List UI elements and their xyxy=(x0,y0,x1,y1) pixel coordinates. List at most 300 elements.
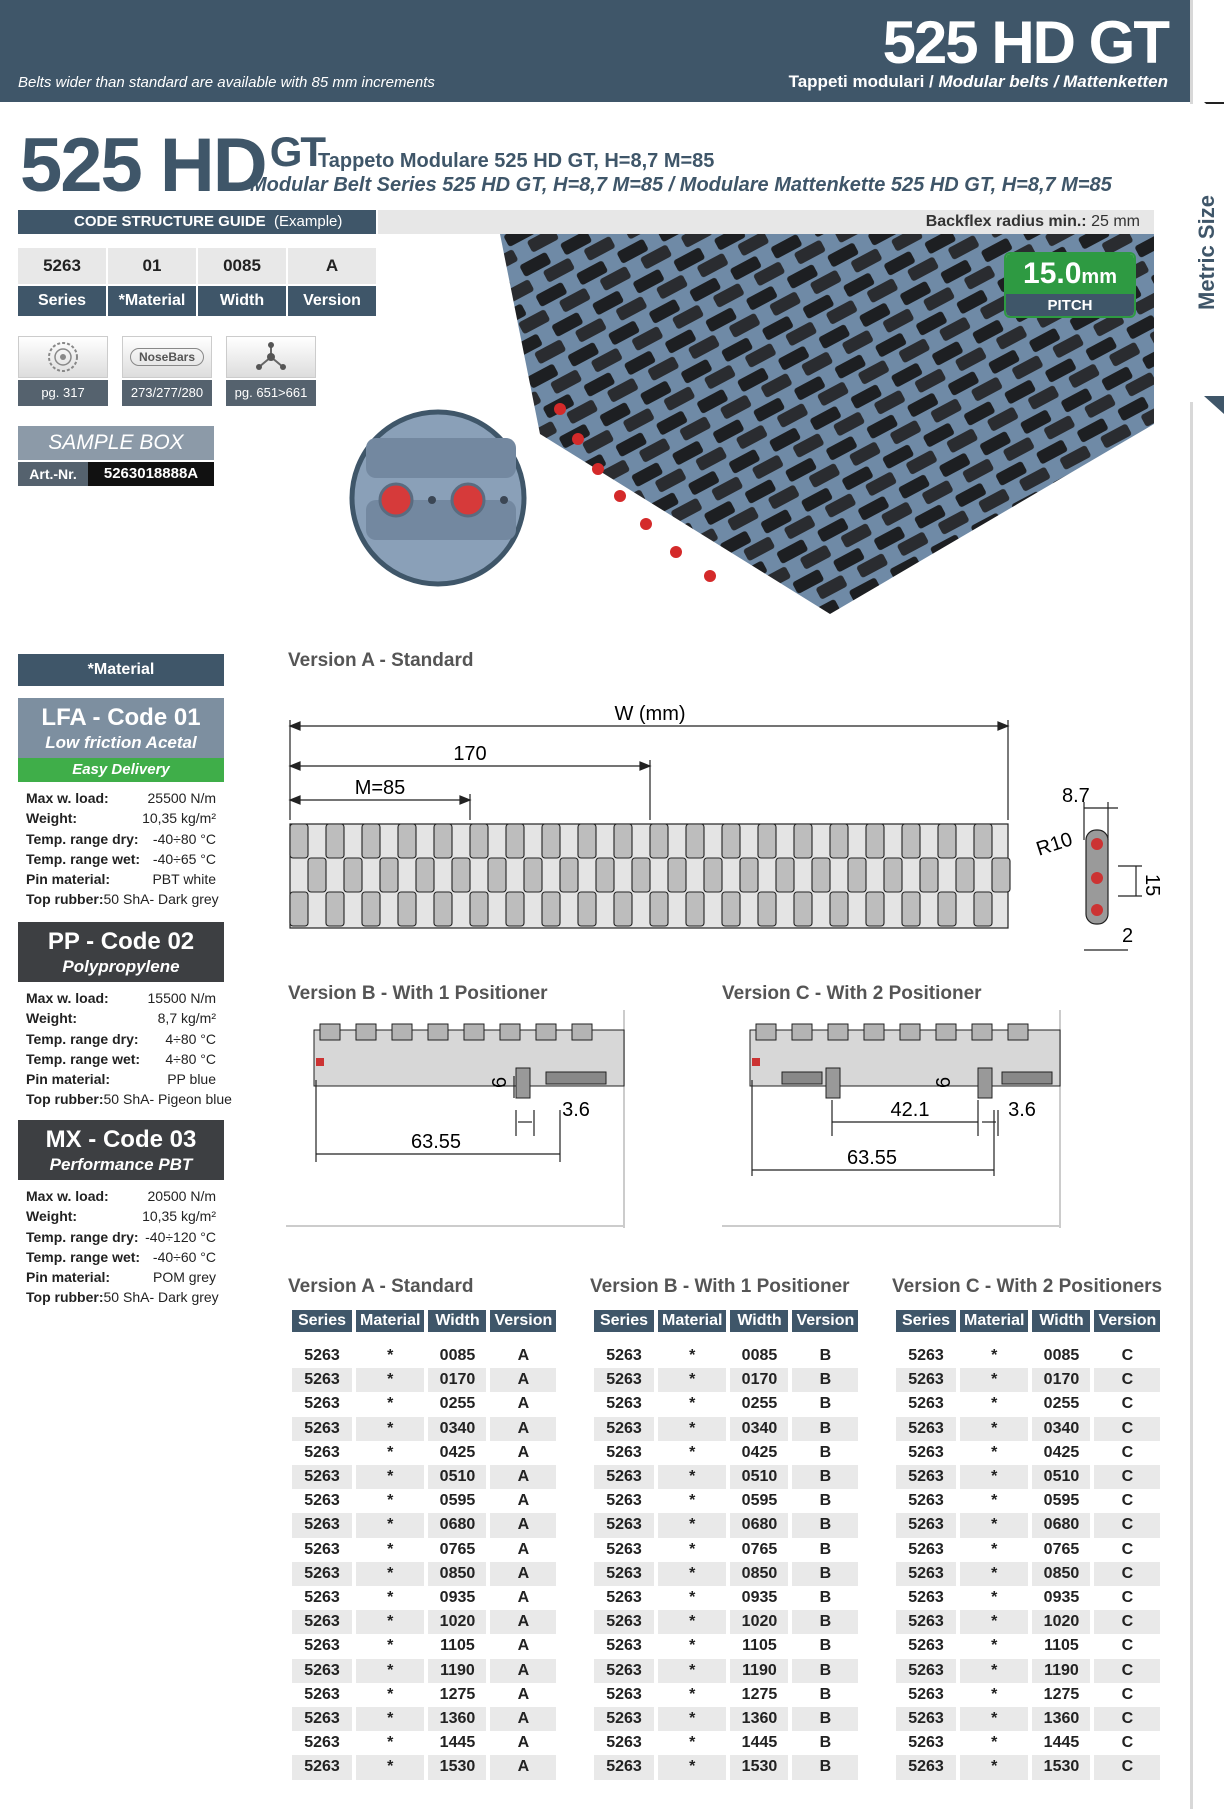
table-cell: * xyxy=(658,1634,726,1658)
version-c-drawing xyxy=(722,1010,1064,1228)
belt-link xyxy=(434,824,452,858)
belt-link xyxy=(938,892,956,926)
dim-8-7: 8.7 xyxy=(1062,785,1090,807)
table-row xyxy=(292,1392,556,1416)
dim-63-55: 63.55 xyxy=(846,1147,898,1169)
table-cell: 5263 xyxy=(292,1755,352,1779)
belt-link xyxy=(740,858,758,892)
table-row xyxy=(292,1489,556,1513)
table-cell: 5263 xyxy=(594,1586,654,1610)
table-row xyxy=(896,1755,1160,1779)
code-series-label: Series xyxy=(18,286,106,316)
table-cell: * xyxy=(658,1707,726,1731)
table-cell: * xyxy=(356,1417,424,1441)
table-cell: C xyxy=(1094,1368,1160,1392)
table-cell: 0850 xyxy=(730,1562,788,1586)
table-cell: 0425 xyxy=(428,1441,486,1465)
table-cell: * xyxy=(960,1634,1028,1658)
version-a-drawing-title: Version A - Standard xyxy=(288,650,474,671)
table-header: Material xyxy=(356,1310,424,1344)
table-cell: B xyxy=(792,1731,858,1755)
belt-link xyxy=(326,824,344,858)
table-cell: 5263 xyxy=(896,1731,956,1755)
belt-link xyxy=(290,892,308,926)
table-cell: C xyxy=(1094,1731,1160,1755)
table-row xyxy=(292,1755,556,1779)
code-material-label: *Material xyxy=(108,286,196,316)
table-cell: C xyxy=(1094,1392,1160,1416)
table-cell: 5263 xyxy=(594,1659,654,1683)
table-row xyxy=(292,1707,556,1731)
table-row xyxy=(292,1441,556,1465)
table-version-b xyxy=(590,1310,862,1780)
table-cell: 5263 xyxy=(292,1659,352,1683)
table-cell: 0765 xyxy=(428,1538,486,1562)
accessories-icon[interactable] xyxy=(226,336,316,378)
table-cell: * xyxy=(356,1707,424,1731)
table-cell: * xyxy=(960,1417,1028,1441)
table-cell: B xyxy=(792,1586,858,1610)
belt-link xyxy=(902,824,920,858)
table-cell: 5263 xyxy=(292,1489,352,1513)
table-cell: 5263 xyxy=(292,1392,352,1416)
table-cell: * xyxy=(960,1610,1028,1634)
belt-link xyxy=(290,824,308,858)
table-cell: * xyxy=(960,1392,1028,1416)
accessories-page-ref[interactable]: pg. 651>661 xyxy=(226,380,316,406)
table-cell: 1190 xyxy=(428,1659,486,1683)
belt-link xyxy=(650,892,668,926)
tab-marker xyxy=(1204,396,1224,414)
table-cell: 0595 xyxy=(1032,1489,1090,1513)
belt-link xyxy=(812,858,830,892)
table-cell: * xyxy=(356,1562,424,1586)
table-cell: 5263 xyxy=(896,1465,956,1489)
table-cell: * xyxy=(960,1586,1028,1610)
table-row xyxy=(292,1634,556,1658)
table-row xyxy=(896,1344,1160,1368)
table-cell: * xyxy=(658,1562,726,1586)
table-cell: 0255 xyxy=(1032,1392,1090,1416)
product-title: 525 HD GT xyxy=(882,9,1168,76)
table-cell: * xyxy=(356,1368,424,1392)
table-row xyxy=(594,1368,858,1392)
code-version-label: Version xyxy=(288,286,376,316)
table-cell: * xyxy=(356,1441,424,1465)
table-cell: 5263 xyxy=(896,1610,956,1634)
table-cell: 5263 xyxy=(292,1417,352,1441)
table-cell: 5263 xyxy=(594,1417,654,1441)
table-cell: A xyxy=(490,1586,556,1610)
table-cell: 5263 xyxy=(594,1344,654,1368)
belt-link xyxy=(398,824,416,858)
table-cell: * xyxy=(658,1417,726,1441)
pitch-badge: 15.0mm PITCH xyxy=(1004,252,1136,318)
table-row xyxy=(896,1634,1160,1658)
table-cell: * xyxy=(356,1465,424,1489)
table-cell: 5263 xyxy=(896,1755,956,1779)
table-header: Width xyxy=(1032,1310,1090,1344)
sprocket-page-ref[interactable]: pg. 317 xyxy=(18,380,108,406)
table-cell: 5263 xyxy=(896,1513,956,1537)
table-row xyxy=(896,1610,1160,1634)
dim-170: 170 xyxy=(453,743,487,765)
table-cell: 5263 xyxy=(594,1610,654,1634)
dim-w: W (mm) xyxy=(614,703,686,725)
table-cell: B xyxy=(792,1659,858,1683)
belt-link xyxy=(344,858,362,892)
dim-3-6: 3.6 xyxy=(1008,1099,1036,1121)
table-cell: 5263 xyxy=(594,1683,654,1707)
material-card-pp: PP - Code 02 Polypropylene Max w. load: 15500 N/m Weight: 8,7 kg/m² Temp. range dry: 4÷80 °C Temp. range wet: 4÷80 °C Pin material: PP blue Top rubber: 50 ShA- Pigeon blue xyxy=(18,922,224,1110)
table-row xyxy=(594,1683,858,1707)
table-cell: * xyxy=(356,1634,424,1658)
table-header: Series xyxy=(594,1310,654,1344)
table-b-title: Version B - With 1 Positioner xyxy=(590,1276,850,1297)
table-row xyxy=(292,1659,556,1683)
table-cell: 5263 xyxy=(292,1586,352,1610)
table-cell: 0170 xyxy=(428,1368,486,1392)
table-row xyxy=(292,1538,556,1562)
table-cell: 1530 xyxy=(428,1755,486,1779)
table-cell: * xyxy=(356,1538,424,1562)
belt-link xyxy=(596,858,614,892)
nosebars-icon[interactable]: NoseBars xyxy=(122,336,212,378)
table-row xyxy=(896,1392,1160,1416)
title-english-german: Modular Belt Series 525 HD GT, H=8,7 M=85 / Modulare Mattenkette 525 HD GT, H=8,7 M=85 xyxy=(250,174,1112,196)
material-card-mx: MX - Code 03 Performance PBT Max w. load: 20500 N/m Weight: 10,35 kg/m² Temp. range dry: -40÷120 °C Temp. range wet: -40÷60 °C Pin material: POM grey Top rubber: 50 ShA- Dark grey xyxy=(18,1120,224,1308)
table-cell: 0255 xyxy=(730,1392,788,1416)
table-cell: 5263 xyxy=(594,1707,654,1731)
table-cell: 1530 xyxy=(730,1755,788,1779)
version-b-drawing xyxy=(286,1010,628,1228)
belt-link xyxy=(866,892,884,926)
table-cell: * xyxy=(658,1441,726,1465)
table-cell: 0510 xyxy=(730,1465,788,1489)
table-cell: * xyxy=(658,1489,726,1513)
table-cell: 1190 xyxy=(730,1659,788,1683)
code-series-value: 5263 xyxy=(18,248,106,284)
table-cell: 5263 xyxy=(594,1441,654,1465)
belt-link xyxy=(506,892,524,926)
table-cell: * xyxy=(658,1344,726,1368)
table-cell: C xyxy=(1094,1659,1160,1683)
table-cell: 1020 xyxy=(428,1610,486,1634)
table-cell: 0425 xyxy=(1032,1441,1090,1465)
table-cell: 5263 xyxy=(594,1368,654,1392)
table-version-a xyxy=(288,1310,560,1780)
table-cell: * xyxy=(960,1465,1028,1489)
dim-42-1: 42.1 xyxy=(890,1099,930,1121)
belt-link xyxy=(686,824,704,858)
table-cell: B xyxy=(792,1634,858,1658)
belt-link xyxy=(578,824,596,858)
table-row xyxy=(896,1538,1160,1562)
sprocket-icon[interactable] xyxy=(18,336,108,378)
table-cell: * xyxy=(356,1392,424,1416)
table-cell: 0085 xyxy=(730,1344,788,1368)
table-cell: * xyxy=(658,1538,726,1562)
table-row xyxy=(896,1513,1160,1537)
table-cell: B xyxy=(792,1562,858,1586)
table-row xyxy=(594,1392,858,1416)
belt-link xyxy=(470,892,488,926)
version-b-drawing-title: Version B - With 1 Positioner xyxy=(288,983,548,1004)
belt-link xyxy=(542,892,560,926)
table-cell: 5263 xyxy=(594,1392,654,1416)
table-cell: A xyxy=(490,1344,556,1368)
table-cell: * xyxy=(960,1513,1028,1537)
code-material-value: 01 xyxy=(108,248,196,284)
belt-link xyxy=(578,892,596,926)
table-row xyxy=(896,1707,1160,1731)
table-cell: A xyxy=(490,1731,556,1755)
table-cell: * xyxy=(658,1610,726,1634)
table-cell: A xyxy=(490,1538,556,1562)
dim-2: 2 xyxy=(1122,925,1134,947)
table-cell: 5263 xyxy=(292,1731,352,1755)
table-cell: 5263 xyxy=(896,1707,956,1731)
belt-link xyxy=(434,892,452,926)
belt-link xyxy=(722,892,740,926)
belt-link xyxy=(362,824,380,858)
table-cell: * xyxy=(658,1368,726,1392)
belt-link xyxy=(974,824,992,858)
table-cell: * xyxy=(658,1683,726,1707)
belt-link xyxy=(542,824,560,858)
table-cell: A xyxy=(490,1610,556,1634)
table-cell: 1530 xyxy=(1032,1755,1090,1779)
table-row xyxy=(896,1562,1160,1586)
belt-link xyxy=(794,824,812,858)
dim-63-55: 63.55 xyxy=(410,1131,462,1153)
table-header: Version xyxy=(1094,1310,1160,1344)
table-row xyxy=(896,1465,1160,1489)
table-cell: * xyxy=(658,1659,726,1683)
belt-link xyxy=(830,824,848,858)
table-cell: C xyxy=(1094,1538,1160,1562)
table-cell: * xyxy=(960,1368,1028,1392)
table-cell: B xyxy=(792,1513,858,1537)
table-header: Material xyxy=(658,1310,726,1344)
table-cell: B xyxy=(792,1417,858,1441)
art-nr-value: 5263018888A xyxy=(88,462,214,486)
table-cell: 1105 xyxy=(1032,1634,1090,1658)
belt-link xyxy=(884,858,902,892)
belt-link xyxy=(326,892,344,926)
table-row xyxy=(594,1562,858,1586)
table-cell: 1360 xyxy=(730,1707,788,1731)
belt-link xyxy=(992,858,1010,892)
table-cell: 0935 xyxy=(730,1586,788,1610)
table-cell: 1105 xyxy=(428,1634,486,1658)
table-cell: 1360 xyxy=(1032,1707,1090,1731)
dim-3-6: 3.6 xyxy=(562,1099,590,1121)
header-note: Belts wider than standard are available with 85 mm increments xyxy=(18,74,435,91)
table-cell: A xyxy=(490,1368,556,1392)
table-cell: 5263 xyxy=(594,1634,654,1658)
table-row xyxy=(292,1562,556,1586)
belt-link xyxy=(758,892,776,926)
table-row xyxy=(292,1513,556,1537)
table-cell: * xyxy=(960,1683,1028,1707)
table-header: Version xyxy=(490,1310,556,1344)
belt-link xyxy=(398,892,416,926)
table-cell: A xyxy=(490,1489,556,1513)
table-cell: 5263 xyxy=(896,1538,956,1562)
table-cell: 5263 xyxy=(292,1441,352,1465)
belt-link xyxy=(362,892,380,926)
table-cell: A xyxy=(490,1659,556,1683)
table-cell: C xyxy=(1094,1441,1160,1465)
table-cell: 5263 xyxy=(594,1513,654,1537)
table-cell: B xyxy=(792,1707,858,1731)
table-cell: 1190 xyxy=(1032,1659,1090,1683)
table-cell: A xyxy=(490,1465,556,1489)
belt-link xyxy=(380,858,398,892)
table-cell: * xyxy=(658,1731,726,1755)
table-cell: C xyxy=(1094,1562,1160,1586)
table-cell: 1275 xyxy=(730,1683,788,1707)
table-cell: C xyxy=(1094,1513,1160,1537)
table-cell: 1445 xyxy=(428,1731,486,1755)
belt-link xyxy=(902,892,920,926)
table-cell: B xyxy=(792,1683,858,1707)
table-row xyxy=(594,1489,858,1513)
table-cell: A xyxy=(490,1755,556,1779)
material-header: *Material xyxy=(18,654,224,686)
dim-15: 15 xyxy=(1141,874,1163,897)
table-row xyxy=(896,1417,1160,1441)
table-cell: 5263 xyxy=(896,1586,956,1610)
table-cell: * xyxy=(658,1465,726,1489)
table-cell: 5263 xyxy=(292,1344,352,1368)
belt-link xyxy=(830,892,848,926)
table-cell: B xyxy=(792,1441,858,1465)
table-row xyxy=(594,1586,858,1610)
header-bar xyxy=(0,0,1190,102)
table-cell: 5263 xyxy=(896,1441,956,1465)
table-row xyxy=(292,1344,556,1368)
table-cell: 1020 xyxy=(730,1610,788,1634)
belt-link xyxy=(758,824,776,858)
table-cell: 5263 xyxy=(896,1417,956,1441)
code-width-label: Width xyxy=(198,286,286,316)
table-cell: 0510 xyxy=(1032,1465,1090,1489)
table-row xyxy=(292,1683,556,1707)
belt-link xyxy=(794,892,812,926)
table-cell: 5263 xyxy=(292,1707,352,1731)
table-row xyxy=(594,1610,858,1634)
belt-link xyxy=(416,858,434,892)
table-cell: 5263 xyxy=(896,1683,956,1707)
table-row xyxy=(594,1441,858,1465)
table-cell: * xyxy=(960,1489,1028,1513)
table-cell: 5263 xyxy=(594,1755,654,1779)
version-a-drawing xyxy=(286,690,1166,960)
table-cell: 5263 xyxy=(292,1465,352,1489)
table-header: Series xyxy=(292,1310,352,1344)
table-row xyxy=(292,1586,556,1610)
belt-link xyxy=(704,858,722,892)
sample-box-label: SAMPLE BOX xyxy=(18,426,214,460)
belt-link xyxy=(668,858,686,892)
table-cell: * xyxy=(658,1392,726,1416)
table-cell: A xyxy=(490,1562,556,1586)
table-cell: * xyxy=(960,1707,1028,1731)
table-cell: 0595 xyxy=(730,1489,788,1513)
table-cell: * xyxy=(658,1755,726,1779)
belt-link xyxy=(632,858,650,892)
pin-closeup xyxy=(346,408,530,588)
table-cell: 5263 xyxy=(594,1538,654,1562)
version-c-drawing-title: Version C - With 2 Positioner xyxy=(722,983,982,1004)
table-cell: 5263 xyxy=(896,1392,956,1416)
backflex-radius: Backflex radius min.: 25 mm xyxy=(378,210,1154,234)
belt-link xyxy=(920,858,938,892)
belt-link xyxy=(866,824,884,858)
table-row xyxy=(896,1659,1160,1683)
table-cell: A xyxy=(490,1683,556,1707)
belt-link xyxy=(650,824,668,858)
table-cell: * xyxy=(356,1586,424,1610)
table-cell: 5263 xyxy=(292,1610,352,1634)
table-c-title: Version C - With 2 Positioners xyxy=(892,1276,1163,1297)
table-header: Version xyxy=(792,1310,858,1344)
belt-link xyxy=(524,858,542,892)
table-cell: 5263 xyxy=(292,1513,352,1537)
table-cell: A xyxy=(490,1417,556,1441)
material-card-lfa: LFA - Code 01 Low friction Acetal Easy Delivery Max w. load: 25500 N/m Weight: 10,35 kg/m² Temp. range dry: -40÷80 °C Temp. range wet: -40÷65 °C Pin material: PBT white Top rubber: 50 ShA- Dark grey xyxy=(18,698,224,910)
table-cell: 0680 xyxy=(1032,1513,1090,1537)
nosebars-page-ref[interactable]: 273/277/280 xyxy=(122,380,212,406)
table-row xyxy=(594,1659,858,1683)
table-row xyxy=(594,1344,858,1368)
table-row xyxy=(594,1755,858,1779)
table-header: Material xyxy=(960,1310,1028,1344)
belt-link xyxy=(488,858,506,892)
table-row xyxy=(292,1465,556,1489)
table-cell: 0510 xyxy=(428,1465,486,1489)
table-cell: 0340 xyxy=(1032,1417,1090,1441)
table-cell: 0085 xyxy=(428,1344,486,1368)
title-italian: Tappeto Modulare 525 HD GT, H=8,7 M=85 xyxy=(318,150,715,172)
table-cell: 0340 xyxy=(428,1417,486,1441)
table-cell: C xyxy=(1094,1586,1160,1610)
table-cell: 0765 xyxy=(730,1538,788,1562)
side-tab[interactable]: Metric Size xyxy=(1190,104,1224,402)
table-cell: * xyxy=(960,1538,1028,1562)
table-cell: 0170 xyxy=(730,1368,788,1392)
header-subtitle: Tappeti modulari / Modular belts / Mattenketten xyxy=(788,72,1168,91)
table-header: Series xyxy=(896,1310,956,1344)
table-cell: * xyxy=(960,1441,1028,1465)
table-cell: * xyxy=(960,1659,1028,1683)
table-cell: * xyxy=(356,1344,424,1368)
table-cell: 5263 xyxy=(594,1465,654,1489)
table-cell: 0765 xyxy=(1032,1538,1090,1562)
table-row xyxy=(896,1368,1160,1392)
table-cell: 5263 xyxy=(292,1538,352,1562)
table-cell: C xyxy=(1094,1417,1160,1441)
table-cell: * xyxy=(658,1513,726,1537)
table-header: Width xyxy=(730,1310,788,1344)
table-cell: 0850 xyxy=(1032,1562,1090,1586)
table-row xyxy=(896,1586,1160,1610)
table-cell: A xyxy=(490,1634,556,1658)
table-cell: 1445 xyxy=(730,1731,788,1755)
table-cell: * xyxy=(960,1731,1028,1755)
